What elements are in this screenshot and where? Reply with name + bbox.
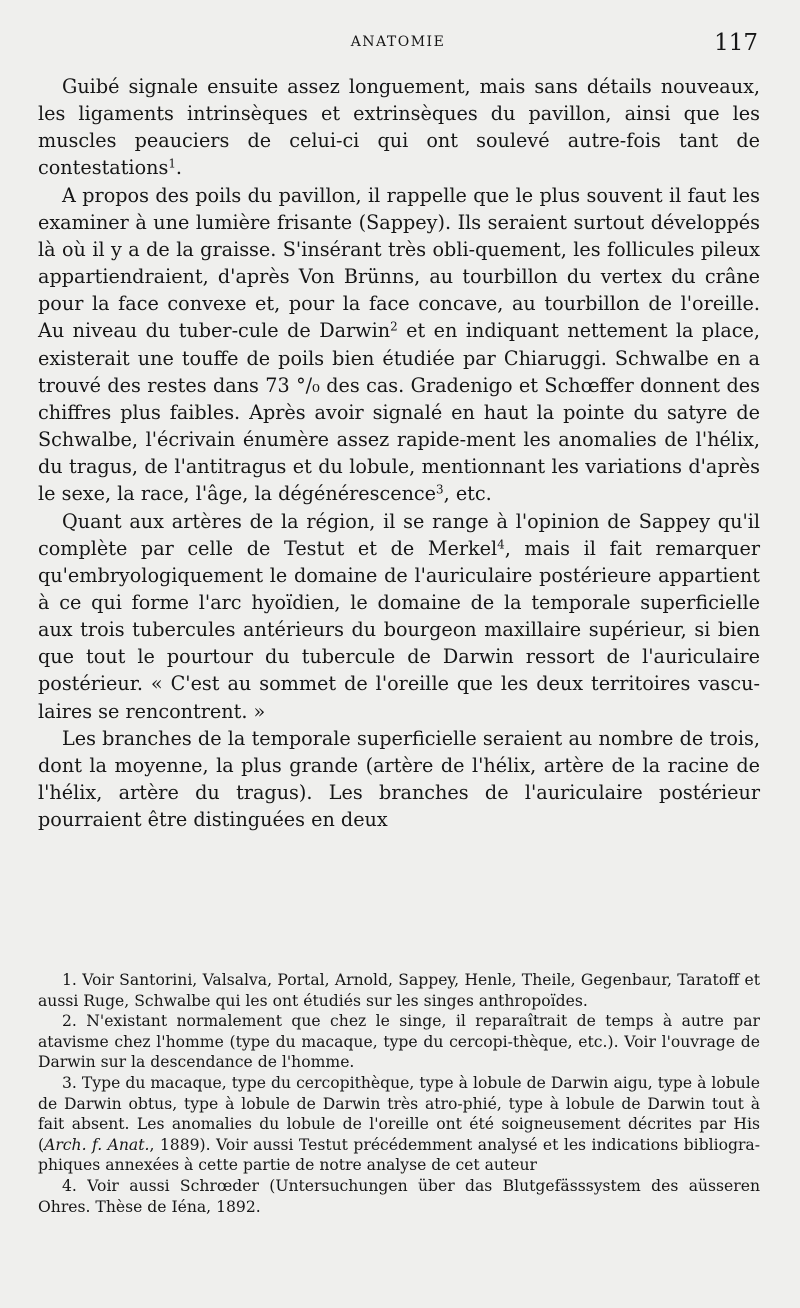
body-paragraph bbox=[38, 182, 760, 508]
text-run: A propos des poils du pavillon, il rappelle que le plus souvent il faut les examiner à une lumière frisante (Sappey). Ils seraient surtout développés là où il y a de la graisse. S'insérant très obli-quement, les follicules pileux appartiendraient, d'après Von Brünns, au tourbillon du vertex du crâne pour la face convexe et, pour la face concave, au tourbillon de l'oreille. Au niveau du tuber-cule de Darwin bbox=[38, 183, 760, 343]
text-run: . bbox=[175, 156, 183, 180]
text-run: 1. Voir Santorini, Valsalva, Portal, Arnold, Sappey, Henle, Theile, Gegenbaur, Taratoff et aussi Ruge, Schwalbe qui les ont étudiés sur les singes anthropoïdes. bbox=[38, 971, 760, 1010]
page-number: 117 bbox=[714, 30, 758, 56]
footnotes bbox=[38, 970, 760, 1217]
text-run: Les branches de la temporale superficielle seraient au nombre de trois, dont la moyenne, la plus grande (artère de l'hélix, artère de la racine de l'hélix, artère du tragus). Les branches de l'auriculaire postérieur pourraient être distinguées en deux bbox=[38, 726, 760, 832]
body-text bbox=[38, 73, 760, 833]
text-run: 2. N'existant normalement que chez le singe, il reparaîtrait de temps à autre par atavisme chez l'homme (type du macaque, type du cercopi-thèque, etc.). Voir l'ouvrage de Darwin sur la descendance de l'homme. bbox=[38, 1012, 760, 1072]
italic-citation: Arch. f. Anat. bbox=[44, 1135, 150, 1154]
text-run: Quant aux artères de la région, il se range à l'opinion de Sappey qu'il complète par celle de Testut et de Merkel bbox=[38, 509, 760, 560]
text-run: Guibé signale ensuite assez longuement, mais sans détails nouveaux, les ligaments intrinsèques et extrinsèques du pavillon, ainsi que les muscles peauciers de celui-ci qui ont soulevé autre-fois tant de contestations bbox=[38, 75, 760, 180]
footnote bbox=[38, 1011, 760, 1073]
text-run: 4. Voir aussi Schrœder (Untersuchungen über das Blutgefässsystem des aüsseren Ohres. Thèse de Iéna, 1892. bbox=[38, 1176, 760, 1216]
footnote bbox=[38, 1176, 760, 1217]
footnote-ref: 2 bbox=[390, 319, 398, 334]
text-run: , 1889). Voir aussi Testut précédemment analysé et les indications bibliogra-phiques annexées à cette partie de notre analyse de cet auteur bbox=[38, 1135, 760, 1175]
footnote-ref: 3 bbox=[436, 482, 444, 497]
text-run: 3. Type du macaque, type du cercopithèque, type à lobule de Darwin aigu, type à lobule de Darwin obtus, type à lobule de Darwin très atro-phié, type à lobule de Darwin tout à fait absent. Les anomalies du lobule de l'oreille ont été soigneusement décrites par His ( bbox=[38, 1073, 760, 1154]
footnote bbox=[38, 1073, 760, 1176]
body-paragraph bbox=[38, 508, 760, 725]
footnote-ref: 1 bbox=[168, 156, 176, 171]
footnote bbox=[38, 970, 760, 1011]
text-run: , mais il fait remarquer qu'embryologiquement le domaine de l'auriculaire postérieure appartient à ce qui forme l'arc hyoïdien, le domaine de la temporale superficielle aux trois tubercules antérieurs du bourgeon maxillaire supérieur, si bien que tout le pourtour du tubercule de Darwin ressort de l'auriculaire postérieur. « C'est au sommet de l'oreille que les deux territoires vascu-laires se rencontrent. » bbox=[38, 536, 761, 723]
page-header bbox=[38, 30, 758, 60]
text-run: et en indiquant nettement la place, existerait une touffe de poils bien étudiée par Chiaruggi. Schwalbe en a trouvé des restes dans 73 °/₀ des cas. Gradenigo et Schœffer donnent des chiffres plus faibles. Après avoir signalé en haut la pointe du satyre de Schwalbe, l'écrivain énumère assez rapide-ment les anomalies de l'hélix, du tragus, de l'antitragus et du lobule, mentionnant les variations d'après le sexe, la race, l'âge, la dégénérescence bbox=[38, 319, 760, 506]
body-paragraph bbox=[38, 73, 760, 182]
body-paragraph bbox=[38, 725, 760, 834]
footnote-ref: 4 bbox=[497, 537, 505, 552]
running-head: ANATOMIE bbox=[350, 34, 446, 50]
text-run: , etc. bbox=[443, 482, 492, 506]
